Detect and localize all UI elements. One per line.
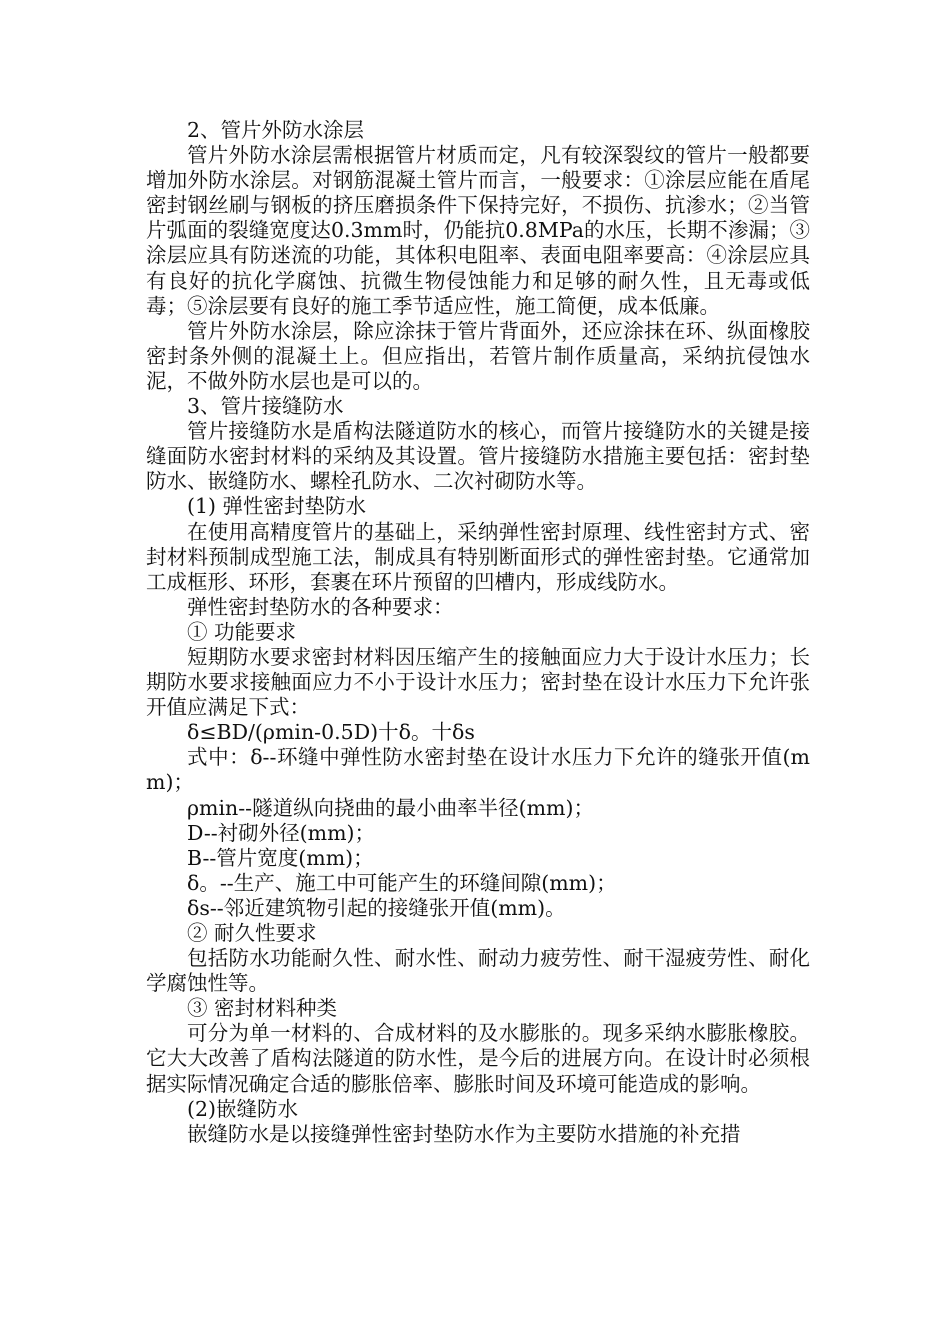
formula-definition: 式中：δ--环缝中弹性防水密封垫在设计水压力下允许的缝张开值(mm)； bbox=[146, 745, 810, 795]
section-heading-2: 2、管片外防水涂层 bbox=[187, 118, 365, 142]
paragraph: 管片外防水涂层需根据管片材质而定，凡有较深裂纹的管片一般都要增加外防水涂层。对钢筋混凝土管片而言，一般要求：①涂层应能在盾尾密封钢丝刷与钢板的挤压磨损条件下保持完好，不损伤、抗渗水；②当管片弧面的裂缝宽度达0.3mm时，仍能抗0.8MPa的水压，长期不渗漏；③涂层应具有防迷流的功能，其体积电阻率、表面电阻率要高：④涂层应具有良好的抗化学腐蚀、抗微生物侵蚀能力和足够的耐久性，且无毒或低毒；⑤涂层要有良好的施工季节适应性，施工简便，成本低廉。 bbox=[146, 143, 810, 318]
section-heading-3: 3、管片接缝防水 bbox=[187, 394, 344, 419]
paragraph: 弹性密封垫防水的各种要求： bbox=[187, 594, 454, 619]
paragraph: 嵌缝防水是以接缝弹性密封垫防水作为主要防水措施的补充措 bbox=[187, 1121, 741, 1146]
item-heading-1: ① 功能要求 bbox=[187, 619, 297, 644]
item-heading-3: ③ 密封材料种类 bbox=[187, 996, 338, 1021]
paragraph: 在使用高精度管片的基础上，采纳弹性密封原理、线性密封方式、密封材料预制成型施工法，制成具有特别断面形式的弹性密封垫。它通常加工成框形、环形，套裹在环片预留的凹槽内，形成线防水。 bbox=[146, 519, 810, 594]
formula-definition: ρmin--隧道纵向挠曲的最小曲率半径(mm)； bbox=[187, 795, 594, 820]
formula: δ≤BD/(ρmin-0.5D)十δ。十δs bbox=[187, 720, 475, 745]
paragraph: 短期防水要求密封材料因压缩产生的接触面应力大于设计水压力；长期防水要求接触面应力不小于设计水压力；密封垫在设计水压力下允许张开值应满足下式： bbox=[146, 644, 810, 720]
formula-definition: B--管片宽度(mm)； bbox=[187, 845, 374, 870]
item-heading-2: ② 耐久性要求 bbox=[187, 921, 317, 945]
subsection-heading-2: (2)嵌缝防水 bbox=[187, 1096, 299, 1121]
paragraph: 包括防水功能耐久性、耐水性、耐动力疲劳性、耐干湿疲劳性、耐化学腐蚀性等。 bbox=[146, 946, 810, 996]
paragraph: 管片接缝防水是盾构法隧道防水的核心，而管片接缝防水的关键是接缝面防水密封材料的采纳及其设置。管片接缝防水措施主要包括：密封垫防水、嵌缝防水、螺栓孔防水、二次衬砌防水等。 bbox=[146, 419, 810, 494]
formula-definition: δ。--生产、施工中可能产生的环缝间隙(mm)； bbox=[187, 870, 617, 895]
paragraph: 可分为单一材料的、合成材料的及水膨胀的。现多采纳水膨胀橡胶。它大大改善了盾构法隧道的防水性，是今后的进展方向。在设计时必须根据实际情况确定合适的膨胀倍率、膨胀时间及环境可能造成的影响。 bbox=[146, 1021, 810, 1096]
paragraph: 管片外防水涂层，除应涂抹于管片背面外，还应涂抹在环、纵面橡胶密封条外侧的混凝土上。但应指出，若管片制作质量高，采纳抗侵蚀水泥，不做外防水层也是可以的。 bbox=[146, 318, 810, 393]
document-body bbox=[146, 118, 810, 1147]
subsection-heading-1: (1) 弹性密封垫防水 bbox=[187, 494, 367, 519]
formula-definition: D--衬砌外径(mm)； bbox=[187, 820, 376, 845]
formula-definition: δs--邻近建筑物引起的接缝张开值(mm)。 bbox=[187, 895, 566, 920]
